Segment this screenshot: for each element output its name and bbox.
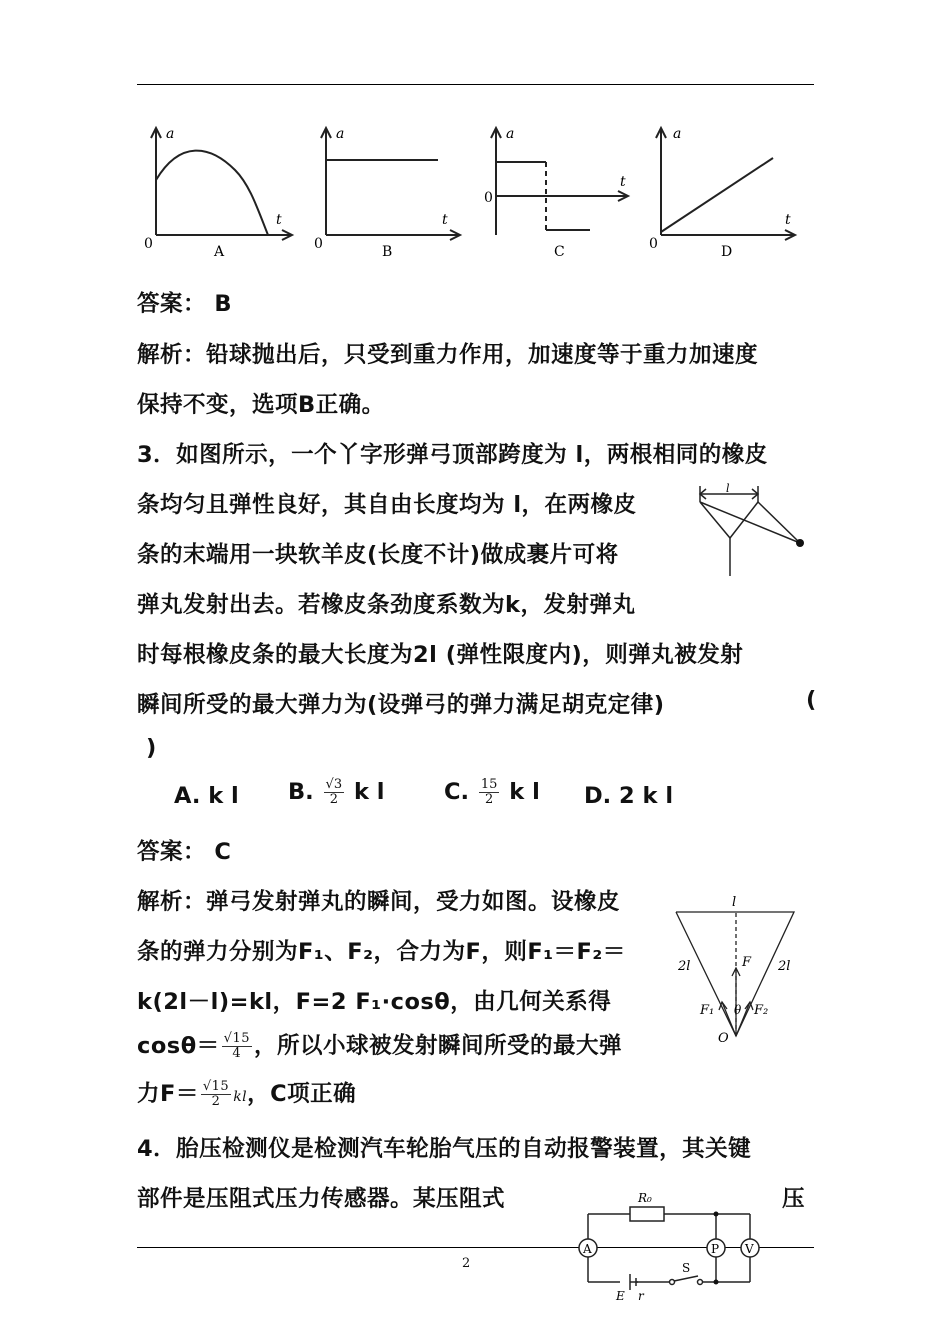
graph-d <box>645 120 805 265</box>
q2-analysis-line2: 保持不变，选项B正确。 <box>137 392 385 418</box>
circuit-e-label: E <box>616 1289 625 1303</box>
q3-option-d: D. 2 k l <box>584 783 674 809</box>
q3-option-c-den: 2 <box>485 792 494 807</box>
graph-d-origin: 0 <box>649 236 658 252</box>
q3-ana4-post: ，所以小球被发射瞬间所受的最大弹 <box>253 1033 622 1059</box>
q3-line2: 条均匀且弹性良好，其自由长度均为 l，在两橡皮 <box>137 492 637 518</box>
q3-option-c <box>444 778 540 807</box>
q4-line2: 部件是压阻式压力传感器。某压阻式 <box>137 1186 506 1212</box>
q3-paren-close: ) <box>146 735 157 761</box>
q3-ana5-fraction <box>201 1080 231 1109</box>
circuit-r-label: r <box>638 1289 644 1303</box>
q3-analysis-line5 <box>137 1076 356 1109</box>
graph-a-xlabel: t <box>276 212 282 228</box>
graph-a-caption: A <box>214 244 225 260</box>
q3-ana4-num: √15 <box>223 1031 250 1046</box>
slingshot-figure <box>690 480 815 580</box>
graph-d-caption: D <box>721 244 733 260</box>
q3-analysis-line1: 解析：弹弓发射弹丸的瞬间，受力如图。设橡皮 <box>137 889 621 915</box>
circuit-p-label: P <box>711 1242 720 1256</box>
q3-paren-open: ( <box>806 687 817 713</box>
q3-ana4-pre: cosθ＝ <box>137 1033 220 1059</box>
q3-option-b-den: 2 <box>329 792 338 807</box>
force-label-top: l <box>732 895 737 910</box>
q3-line3: 条的末端用一块软羊皮(长度不计)做成裹片可将 <box>137 542 619 568</box>
q3-option-c-fraction <box>479 778 500 807</box>
graph-b-origin: 0 <box>314 236 323 252</box>
graph-b <box>310 120 470 265</box>
q3-ana4-fraction <box>222 1032 252 1061</box>
q3-ana5-mid: kl <box>233 1089 248 1105</box>
circuit-ammeter-label: A <box>583 1242 592 1256</box>
force-label-f1: F₁ <box>700 1003 715 1018</box>
q3-analysis-line4 <box>137 1028 622 1061</box>
q3-ana5-pre: 力F＝ <box>137 1081 199 1107</box>
force-diagram <box>670 890 805 1050</box>
q3-option-a: A. k l <box>174 783 239 809</box>
graph-a <box>140 120 300 265</box>
q3-option-c-label: C. <box>444 779 470 805</box>
q3-line5: 时每根橡皮条的最大长度为2l (弹性限度内)，则弹丸被发射 <box>137 642 744 668</box>
q3-option-b-fraction <box>324 778 345 807</box>
q3-option-b-label: B. <box>288 779 314 805</box>
force-label-theta: θ <box>734 1003 742 1017</box>
q2-answer: 答案： B <box>137 291 232 317</box>
q3-line1: 3．如图所示，一个丫字形弹弓顶部跨度为 l，两根相同的橡皮 <box>137 442 768 468</box>
q3-analysis-line3: k(2l－l)=kl，F=2 F₁·cosθ，由几何关系得 <box>137 989 612 1015</box>
circuit-r0-label: R₀ <box>638 1191 652 1205</box>
q3-ana5-den: 2 <box>211 1094 221 1109</box>
q3-option-c-tail: k l <box>509 779 540 805</box>
q3-ana5-post: ，C项正确 <box>247 1081 357 1107</box>
graph-c <box>480 120 640 265</box>
circuit-voltmeter-label: V <box>745 1242 754 1256</box>
circuit-switch-label: S <box>682 1261 691 1275</box>
graph-c-caption: C <box>554 244 565 260</box>
force-label-o: O <box>718 1031 729 1046</box>
q2-analysis-line1: 解析：铅球抛出后，只受到重力作用，加速度等于重力加速度 <box>137 342 759 368</box>
graph-c-xlabel: t <box>620 174 626 190</box>
circuit-diagram <box>570 1188 780 1338</box>
q3-analysis-line2: 条的弹力分别为F₁、F₂，合力为F，则F₁＝F₂＝ <box>137 939 626 965</box>
page-number: 2 <box>462 1256 471 1271</box>
q3-option-c-num: 15 <box>480 777 498 792</box>
force-label-left: 2l <box>678 959 691 974</box>
graph-d-ylabel: a <box>673 126 682 142</box>
graph-a-origin: 0 <box>144 236 153 252</box>
graph-c-origin: 0 <box>484 190 493 206</box>
slingshot-span-label: l <box>726 482 730 495</box>
q3-line6: 瞬间所受的最大弹力为(设弹弓的弹力满足胡克定律) <box>137 692 665 718</box>
q3-answer: 答案： C <box>137 839 232 865</box>
q3-option-b-tail: k l <box>353 779 385 805</box>
force-label-f: F <box>742 955 752 970</box>
force-label-right: 2l <box>778 959 791 974</box>
q4-line1: 4．胎压检测仪是检测汽车轮胎气压的自动报警装置，其关键 <box>137 1136 752 1162</box>
q3-option-b <box>288 778 384 807</box>
q3-ana4-den: 4 <box>232 1046 242 1061</box>
graph-b-caption: B <box>382 244 393 260</box>
header-rule <box>137 84 814 85</box>
graph-d-xlabel: t <box>785 212 791 228</box>
graph-b-ylabel: a <box>336 126 345 142</box>
graph-a-ylabel: a <box>166 126 175 142</box>
graph-b-xlabel: t <box>442 212 448 228</box>
q3-option-b-num: √3 <box>325 777 343 792</box>
q3-line4: 弹丸发射出去。若橡皮条劲度系数为k，发射弹丸 <box>137 592 636 618</box>
q4-line2-tail: 压 <box>782 1186 805 1212</box>
q3-ana5-num: √15 <box>202 1079 230 1094</box>
graph-c-ylabel: a <box>506 126 515 142</box>
force-label-f2: F₂ <box>754 1003 769 1018</box>
